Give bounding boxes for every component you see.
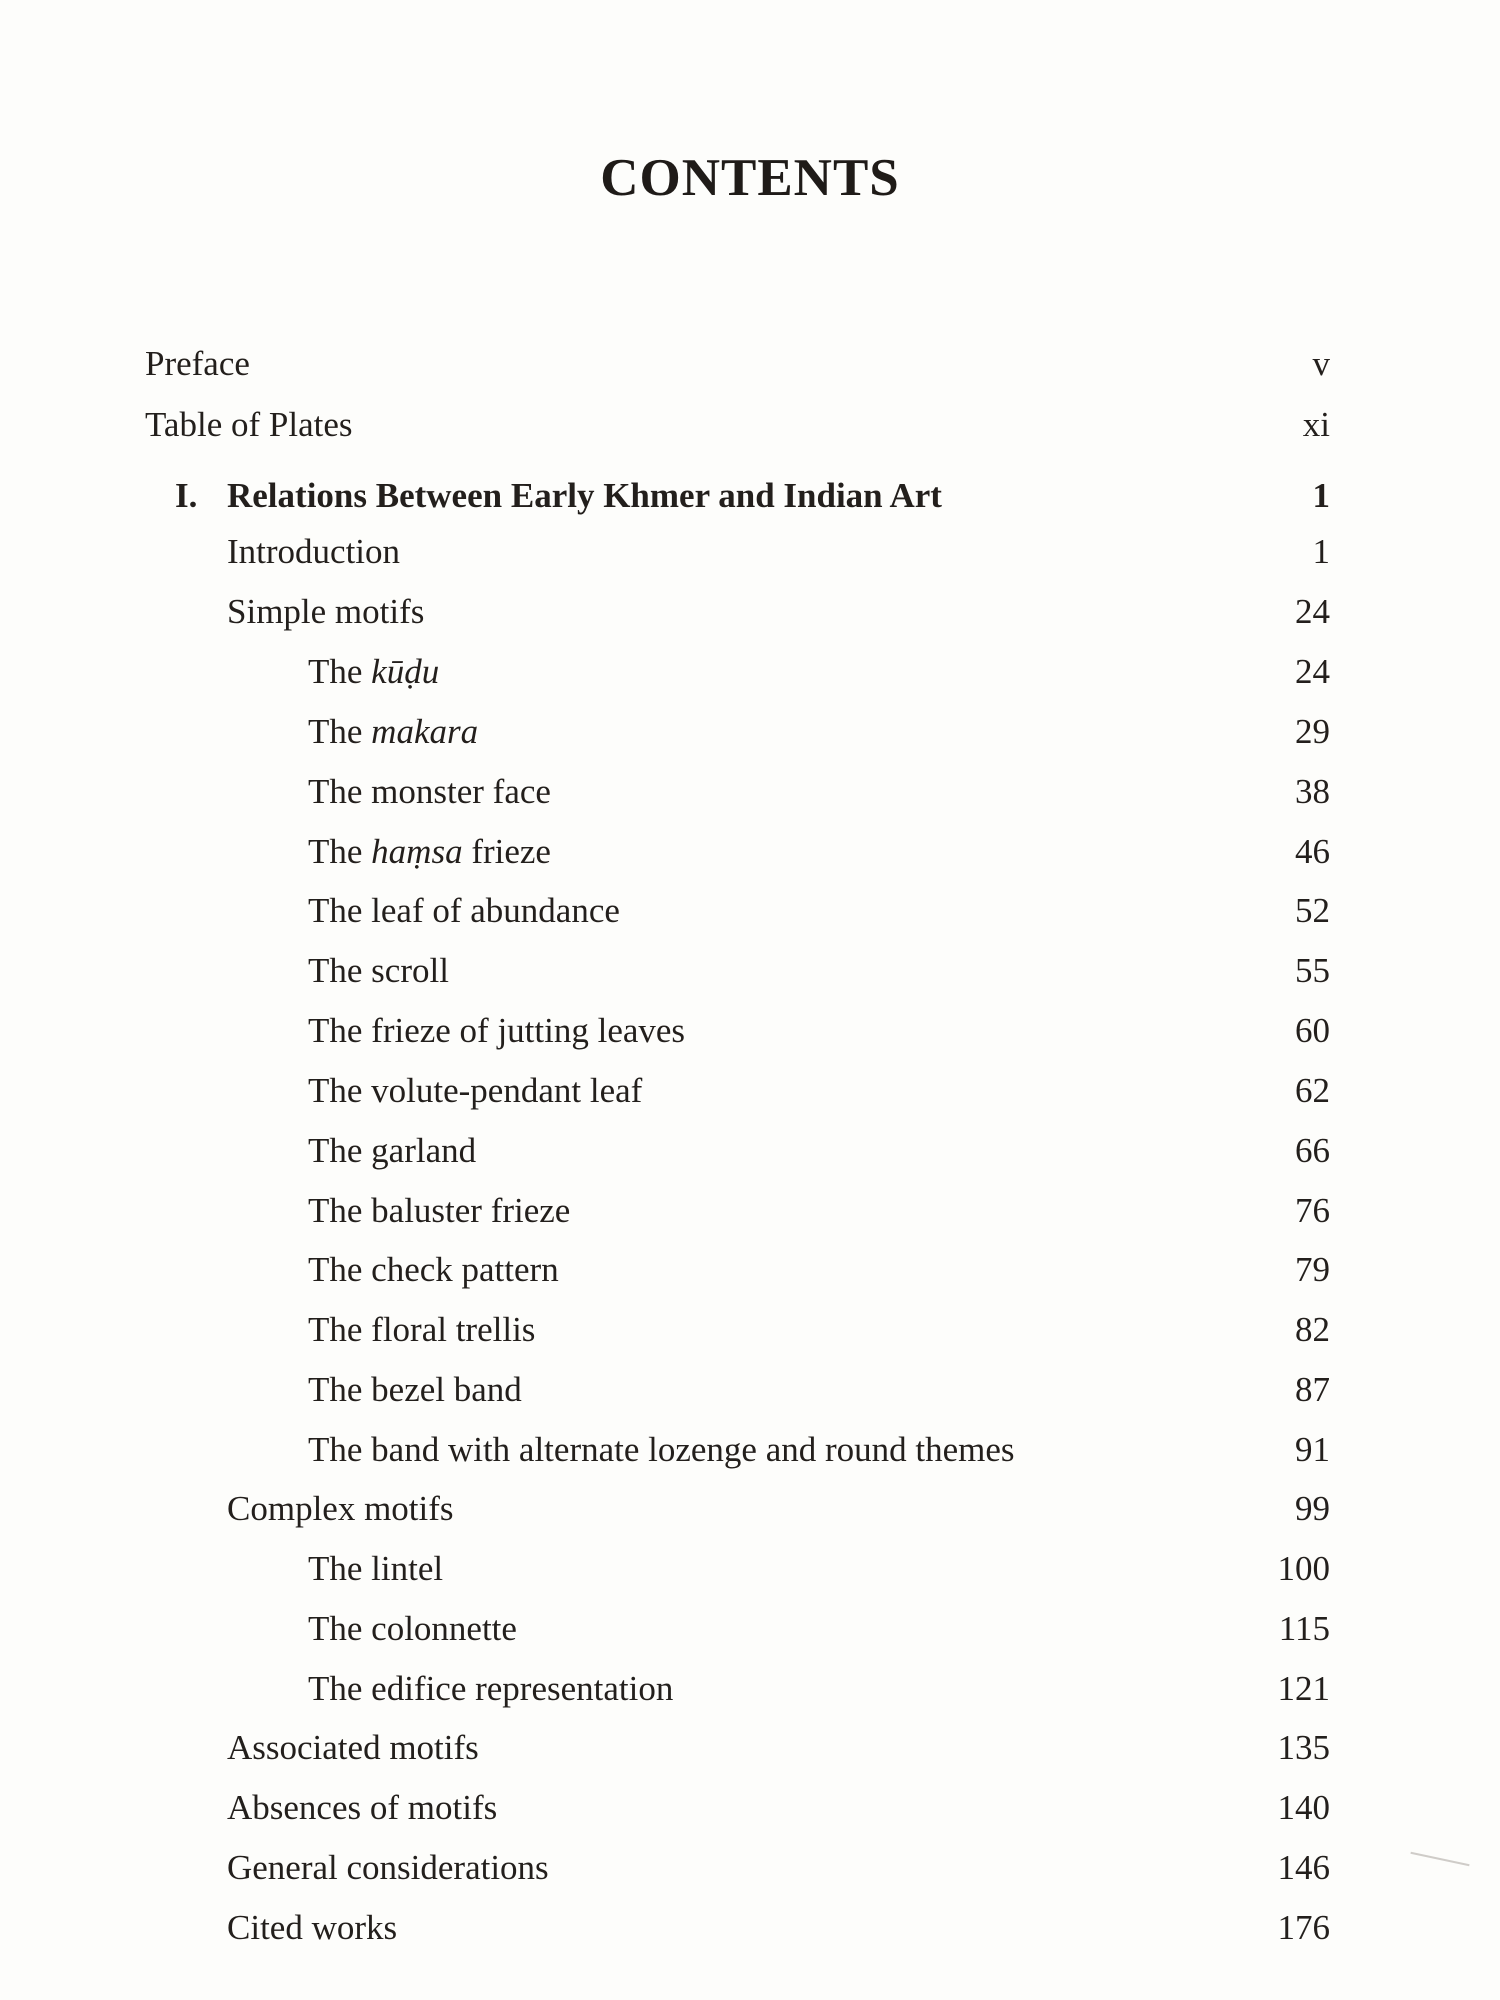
toc-entry-page: 29 <box>1295 712 1330 751</box>
toc-entry-label: The colonnette <box>308 1609 517 1648</box>
toc-entry-label <box>308 827 551 877</box>
pencil-mark <box>1410 1852 1469 1866</box>
toc-entry-jutting-leaves <box>308 1006 1330 1056</box>
toc-entry-label: Associated motifs <box>227 1728 479 1767</box>
toc-entry-label <box>308 647 439 697</box>
toc-entry-page: 24 <box>1295 652 1330 691</box>
toc-entry-label: The floral trellis <box>308 1310 536 1349</box>
sanskrit-term: kūḍu <box>371 652 440 691</box>
toc-entry-page: 60 <box>1295 1011 1330 1050</box>
toc-entry-monster-face <box>308 767 1330 817</box>
label-prefix: The <box>308 712 372 751</box>
toc-entry-page: 121 <box>1277 1669 1330 1708</box>
toc-entry-label: The baluster frieze <box>308 1191 571 1230</box>
toc-entry-page: 79 <box>1295 1250 1330 1289</box>
toc-entry-page: 55 <box>1295 951 1330 990</box>
toc-entry-label: Preface <box>145 344 250 383</box>
toc-entry-label: The leaf of abundance <box>308 891 620 930</box>
toc-entry-page: 76 <box>1295 1191 1330 1230</box>
toc-entry-label: The lintel <box>308 1549 444 1588</box>
toc-chapter-1 <box>175 471 1330 521</box>
toc-entry-page: 52 <box>1295 891 1330 930</box>
toc-entry-label: Table of Plates <box>145 405 353 444</box>
toc-entry-page: 1 <box>1312 532 1330 571</box>
toc-entry-lozenge-band <box>308 1425 1330 1475</box>
label-prefix: The <box>308 652 372 691</box>
toc-entry-page: 100 <box>1277 1549 1330 1588</box>
toc-entry-label: The edifice representation <box>308 1669 674 1708</box>
label-suffix: frieze <box>462 832 551 871</box>
sanskrit-term: haṃsa <box>371 832 463 871</box>
toc-entry-kudu <box>308 647 1330 697</box>
toc-entry-cited-works <box>227 1903 1330 1953</box>
label-prefix: The <box>308 832 372 871</box>
chapter-title: Relations Between Early Khmer and Indian Art <box>227 476 942 515</box>
toc-entry-page: 176 <box>1277 1908 1330 1947</box>
toc-entry-hamsa-frieze <box>308 827 1330 877</box>
toc-entry-page: 115 <box>1278 1609 1330 1648</box>
toc-entry-check-pattern <box>308 1245 1330 1295</box>
toc-entry-page: 46 <box>1295 832 1330 871</box>
toc-entry-makara <box>308 707 1330 757</box>
toc-entry-scroll <box>308 946 1330 996</box>
toc-entry-volute-pendant-leaf <box>308 1066 1330 1116</box>
toc-entry-bezel-band <box>308 1365 1330 1415</box>
toc-entry-complex-motifs <box>227 1484 1330 1534</box>
chapter-numeral: I. <box>175 476 198 515</box>
toc-entry-page: 146 <box>1277 1848 1330 1887</box>
toc-entry-page: 135 <box>1277 1728 1330 1767</box>
page-title: CONTENTS <box>600 149 900 207</box>
toc-entry-label: Complex motifs <box>227 1489 454 1528</box>
toc-entry-garland <box>308 1126 1330 1176</box>
toc-entry-preface <box>145 339 1330 389</box>
toc-entry-label <box>308 707 478 757</box>
chapter-page: 1 <box>1312 476 1330 515</box>
toc-entry-label: The volute-pendant leaf <box>308 1071 643 1110</box>
toc-entry-label: Absences of motifs <box>227 1788 498 1827</box>
toc-entry-edifice-representation <box>308 1664 1330 1714</box>
toc-entry-label: The monster face <box>308 772 551 811</box>
toc-entry-table-of-plates <box>145 400 1330 450</box>
toc-entry-page: v <box>1312 344 1330 383</box>
toc-entry-introduction <box>227 527 1330 577</box>
toc-entry-page: 62 <box>1295 1071 1330 1110</box>
toc-entry-page: 66 <box>1295 1131 1330 1170</box>
toc-entry-label: Simple motifs <box>227 592 425 631</box>
toc-entry-baluster-frieze <box>308 1186 1330 1236</box>
toc-entry-label: The garland <box>308 1131 477 1170</box>
toc-entry-page: 24 <box>1295 592 1330 631</box>
sanskrit-term: makara <box>371 712 479 751</box>
toc-entry-page: 140 <box>1277 1788 1330 1827</box>
toc-entry-label: The check pattern <box>308 1250 559 1289</box>
toc-entry-colonnette <box>308 1604 1330 1654</box>
toc-entry-label: The frieze of jutting leaves <box>308 1011 686 1050</box>
toc-entry-page: 99 <box>1295 1489 1330 1528</box>
toc-entry-page: 91 <box>1295 1430 1330 1469</box>
toc-entry-label: The band with alternate lozenge and round themes <box>308 1430 1015 1469</box>
toc-entry-absences-of-motifs <box>227 1783 1330 1833</box>
toc-entry-label: The scroll <box>308 951 449 990</box>
toc-entry-label: Introduction <box>227 532 401 571</box>
toc-entry-associated-motifs <box>227 1723 1330 1773</box>
toc-entry-page: 82 <box>1295 1310 1330 1349</box>
toc-entry-simple-motifs <box>227 587 1330 637</box>
toc-entry-leaf-of-abundance <box>308 886 1330 936</box>
toc-entry-page: xi <box>1302 405 1330 444</box>
toc-entry-lintel <box>308 1544 1330 1594</box>
toc-entry-label: General considerations <box>227 1848 549 1887</box>
toc-entry-floral-trellis <box>308 1305 1330 1355</box>
toc-entry-label: The bezel band <box>308 1370 522 1409</box>
toc-entry-page: 87 <box>1295 1370 1330 1409</box>
toc-entry-general-considerations <box>227 1843 1330 1893</box>
toc-entry-label: Cited works <box>227 1908 398 1947</box>
toc-entry-page: 38 <box>1295 772 1330 811</box>
